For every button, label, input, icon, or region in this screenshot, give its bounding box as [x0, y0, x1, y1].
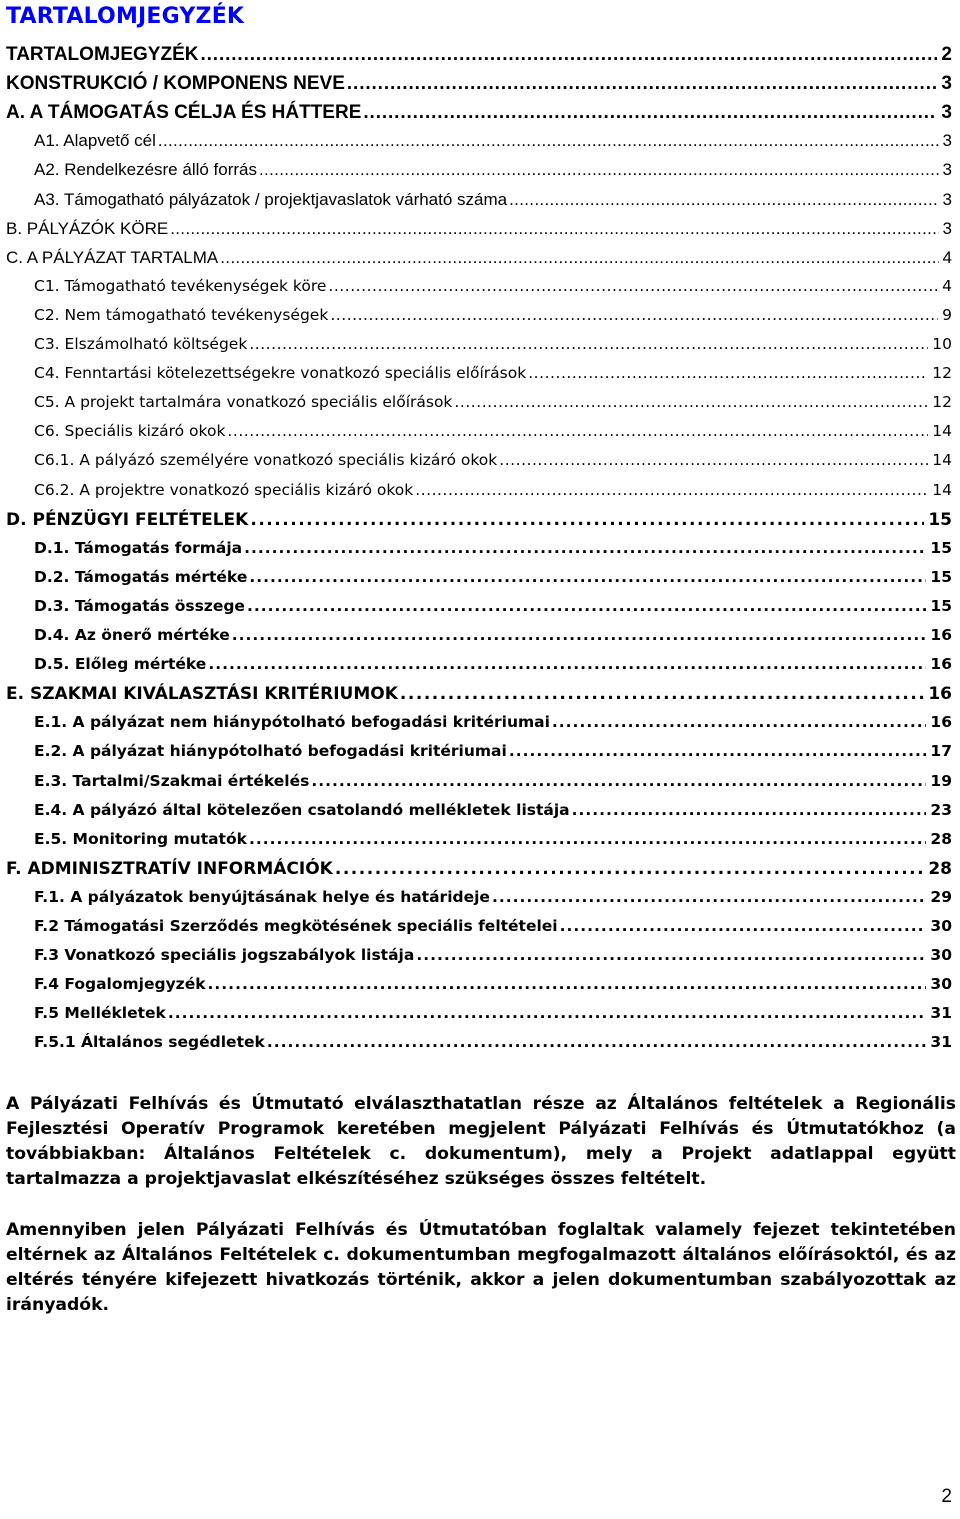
- toc-dot-leader: [200, 44, 937, 66]
- page-number: 2: [941, 1486, 952, 1507]
- toc-entry[interactable]: [6, 219, 952, 245]
- toc-entry[interactable]: [34, 946, 952, 972]
- toc-entry-page: 3: [942, 218, 952, 238]
- toc-entry[interactable]: [34, 393, 952, 419]
- toc-entry[interactable]: [34, 364, 952, 390]
- toc-entry-page: 30: [930, 946, 952, 965]
- intro-paragraph-2: Amennyiben jelen Pályázati Felhívás és Útmutatóban foglaltak valamely fejezet tekintetében eltérnek az Általános Feltételek c. dokumentumban megfogalmazott általános előírásoktól, és az eltérés tényére kifejezett hivatkozás történik, akkor a jelen dokumentumban szabályozottak az irányadók.: [6, 1220, 956, 1315]
- toc-entry-page: 10: [932, 335, 952, 353]
- toc-entry-page: 14: [932, 422, 952, 441]
- toc-entry-title: C3. Elszámolható költségek: [34, 335, 248, 353]
- toc-entry[interactable]: [34, 772, 952, 798]
- toc-entry-title: D.1. Támogatás formája: [34, 538, 243, 557]
- toc-entry-page: 29: [930, 887, 952, 906]
- toc-entry-page: 17: [930, 742, 952, 761]
- toc-dot-leader: [158, 131, 939, 151]
- toc-entry-title: A2. Rendelkezésre álló forrás: [34, 160, 258, 180]
- toc-entry-page: 3: [942, 131, 952, 151]
- toc-dot-leader: [335, 859, 924, 879]
- toc-entry[interactable]: [6, 248, 952, 274]
- toc-dot-leader: [552, 713, 927, 731]
- toc-dot-leader: [572, 801, 927, 819]
- toc-entry-page: 15: [928, 509, 952, 530]
- toc-entry-title: C5. A projekt tartalmára vonatkozó speciális előírások: [34, 393, 453, 412]
- toc-entry[interactable]: [34, 801, 952, 827]
- toc-entry-title: E.2. A pályázat hiánypótolható befogadási kritériumai: [34, 742, 507, 761]
- toc-entry[interactable]: [34, 830, 952, 856]
- toc-entry[interactable]: [34, 335, 952, 361]
- toc-entry[interactable]: [6, 102, 952, 128]
- toc-dot-leader: [227, 422, 928, 440]
- toc-entry[interactable]: [6, 73, 952, 99]
- toc-entry[interactable]: [34, 277, 952, 303]
- toc-entry[interactable]: [34, 1033, 952, 1059]
- toc-dot-leader: [247, 597, 926, 615]
- toc-entry-page: 12: [932, 364, 952, 383]
- toc-entry-page: 4: [942, 276, 952, 295]
- toc-entry-page: 23: [930, 800, 952, 819]
- toc-entry-title: D.2. Támogatás mértéke: [34, 567, 248, 586]
- toc-entry-title: F.1. A pályázatok benyújtásának helye és határideje: [34, 887, 490, 906]
- toc-entry-title: A3. Támogatható pályázatok / projektjavaslatok várható száma: [34, 189, 508, 209]
- toc-dot-leader: [250, 510, 924, 530]
- toc-entry-title: F.5 Mellékletek: [34, 1004, 166, 1023]
- toc-entry[interactable]: [6, 684, 952, 710]
- toc-entry[interactable]: [34, 451, 952, 477]
- intro-paragraph-1: A Pályázati Felhívás és Útmutató elválaszthatatlan része az Általános feltételek a Regionális Fejlesztési Operatív Programok keretében megjelent Pályázati Felhívás és Útmutatókhoz (a továbbiakban: Általános Feltételek c. dokumentum), mely a Projekt adatlappal együtt tartalmazza a projektjavaslat elkészítéséhez szükséges összes feltételt.: [6, 1094, 956, 1189]
- toc-entry[interactable]: [34, 190, 952, 216]
- toc-dot-leader: [499, 451, 928, 469]
- toc-dot-leader: [232, 626, 927, 644]
- toc-entry-title: C6.1. A pályázó személyére vonatkozó speciális kizáró okok: [34, 451, 498, 470]
- toc-entry[interactable]: [34, 626, 952, 652]
- toc-entry-page: 30: [930, 975, 952, 994]
- toc-entry-page: 30: [930, 917, 952, 935]
- toc-dot-leader: [168, 1004, 927, 1022]
- toc-entry-page: 15: [930, 538, 952, 557]
- toc-entry-title: C2. Nem támogatható tevékenységek: [34, 305, 329, 324]
- toc-entry[interactable]: [6, 510, 952, 536]
- toc-dot-leader: [249, 830, 926, 848]
- toc-entry-page: 16: [930, 655, 952, 674]
- toc-entry-title: C1. Támogatható tevékenységek köre: [34, 276, 327, 295]
- toc-entry[interactable]: [6, 859, 952, 885]
- toc-dot-leader: [347, 73, 938, 95]
- toc-entry[interactable]: [34, 160, 952, 186]
- toc-dot-leader: [220, 248, 938, 268]
- toc-entry-page: 4: [942, 247, 952, 267]
- toc-entry[interactable]: [34, 888, 952, 914]
- toc-dot-leader: [560, 917, 927, 935]
- toc-entry[interactable]: [34, 422, 952, 448]
- toc-entry-title: KONSTRUKCIÓ / KOMPONENS NEVE: [6, 73, 345, 95]
- toc-entry[interactable]: [34, 713, 952, 739]
- toc-entry-page: 15: [930, 596, 952, 615]
- toc-entry-page: 14: [932, 451, 952, 470]
- toc-entry-title: F.5.1 Általános segédletek: [34, 1033, 265, 1052]
- toc-dot-leader: [415, 481, 928, 499]
- toc-entry-page: 3: [941, 73, 952, 95]
- toc-entry-title: E.5. Monitoring mutatók: [34, 829, 247, 848]
- toc-entry-page: 16: [928, 684, 952, 705]
- toc-entry-page: 2: [941, 44, 952, 65]
- toc-entry[interactable]: [34, 568, 952, 594]
- toc-dot-leader: [208, 655, 926, 673]
- toc-entry-page: 28: [928, 858, 952, 879]
- toc-dot-leader: [267, 1033, 927, 1051]
- toc-entry-title: C. A PÁLYÁZAT TARTALMA: [6, 247, 219, 267]
- toc-entry-page: 31: [930, 1033, 952, 1052]
- toc-dot-leader: [259, 160, 939, 180]
- toc-entry-page: 9: [942, 305, 952, 324]
- toc-entry-page: 3: [942, 189, 952, 209]
- toc-entry-page: 12: [932, 393, 952, 412]
- toc-entry-page: 16: [930, 713, 952, 732]
- toc-dot-leader: [311, 772, 926, 790]
- toc-entry-title: E.1. A pályázat nem hiánypótolható befogadási kritériumai: [34, 713, 550, 732]
- toc-dot-leader: [509, 742, 927, 760]
- toc-entry-page: 3: [941, 102, 952, 124]
- toc-entry[interactable]: [34, 539, 952, 565]
- toc-entry-title: D.5. Előleg mértéke: [34, 655, 207, 674]
- toc-dot-leader: [330, 306, 938, 324]
- toc-entry[interactable]: [34, 597, 952, 623]
- toc-entry-title: TARTALOMJEGYZÉK: [6, 44, 199, 65]
- toc-entry[interactable]: [34, 742, 952, 768]
- toc-entry-title: B. PÁLYÁZÓK KÖRE: [6, 218, 169, 238]
- toc-entry-title: D.3. Támogatás összege: [34, 596, 245, 615]
- toc-dot-leader: [416, 946, 926, 964]
- toc-entry-title: F.3 Vonatkozó speciális jogszabályok listája: [34, 946, 415, 965]
- toc-dot-leader: [363, 102, 937, 124]
- toc-entry-title: C6. Speciális kizáró okok: [34, 422, 226, 441]
- toc-entry[interactable]: [34, 975, 952, 1001]
- toc-heading: TARTALOMJEGYZÉK: [6, 4, 245, 29]
- toc-entry-page: 16: [930, 626, 952, 644]
- toc-entry-title: E.4. A pályázó által kötelezően csatolandó mellékletek listája: [34, 800, 570, 819]
- toc-dot-leader: [249, 568, 926, 586]
- toc-entry[interactable]: [34, 1004, 952, 1030]
- toc-entry-title: F.4 Fogalomjegyzék: [34, 975, 206, 994]
- toc-entry-title: A1. Alapvető cél: [34, 131, 156, 151]
- toc-dot-leader: [244, 539, 926, 557]
- toc-dot-leader: [249, 335, 928, 353]
- toc-dot-leader: [208, 975, 927, 993]
- toc-entry[interactable]: [34, 655, 952, 681]
- toc-entry-page: 28: [930, 829, 952, 848]
- toc-entry[interactable]: [34, 917, 952, 943]
- toc-dot-leader: [509, 190, 938, 210]
- toc-entry-page: 31: [930, 1004, 952, 1023]
- toc-entry[interactable]: [34, 306, 952, 332]
- toc-entry-title: E.3. Tartalmi/Szakmai értékelés: [34, 771, 310, 790]
- toc-dot-leader: [454, 393, 928, 411]
- toc-entry-title: E. SZAKMAI KIVÁLASZTÁSI KRITÉRIUMOK: [6, 684, 398, 705]
- toc-entry-title: C6.2. A projektre vonatkozó speciális kizáró okok: [34, 480, 414, 499]
- toc-entry[interactable]: [34, 131, 952, 157]
- toc-entry-title: D.4. Az önerő mértéke: [34, 626, 230, 644]
- toc-entry-title: F.2 Támogatási Szerződés megkötésének speciális feltételei: [34, 917, 558, 935]
- toc-dot-leader: [328, 277, 938, 295]
- toc-entry-title: D. PÉNZÜGYI FELTÉTELEK: [6, 509, 249, 530]
- toc-entry-title: F. ADMINISZTRATÍV INFORMÁCIÓK: [6, 858, 333, 879]
- toc-entry[interactable]: [34, 481, 952, 507]
- toc-dot-leader: [528, 364, 928, 382]
- toc-entry[interactable]: [6, 44, 952, 70]
- toc-entry-page: 3: [942, 160, 952, 180]
- toc-entry-title: C4. Fenntartási kötelezettségekre vonatkozó speciális előírások: [34, 364, 527, 383]
- toc-entry-title: A. A TÁMOGATÁS CÉLJA ÉS HÁTTERE: [6, 102, 362, 124]
- toc-entry-page: 15: [930, 567, 952, 586]
- toc-entry-page: 14: [932, 480, 952, 499]
- toc-dot-leader: [400, 684, 924, 704]
- toc-dot-leader: [492, 888, 926, 906]
- toc-dot-leader: [170, 219, 938, 239]
- toc-entry-page: 19: [930, 771, 952, 790]
